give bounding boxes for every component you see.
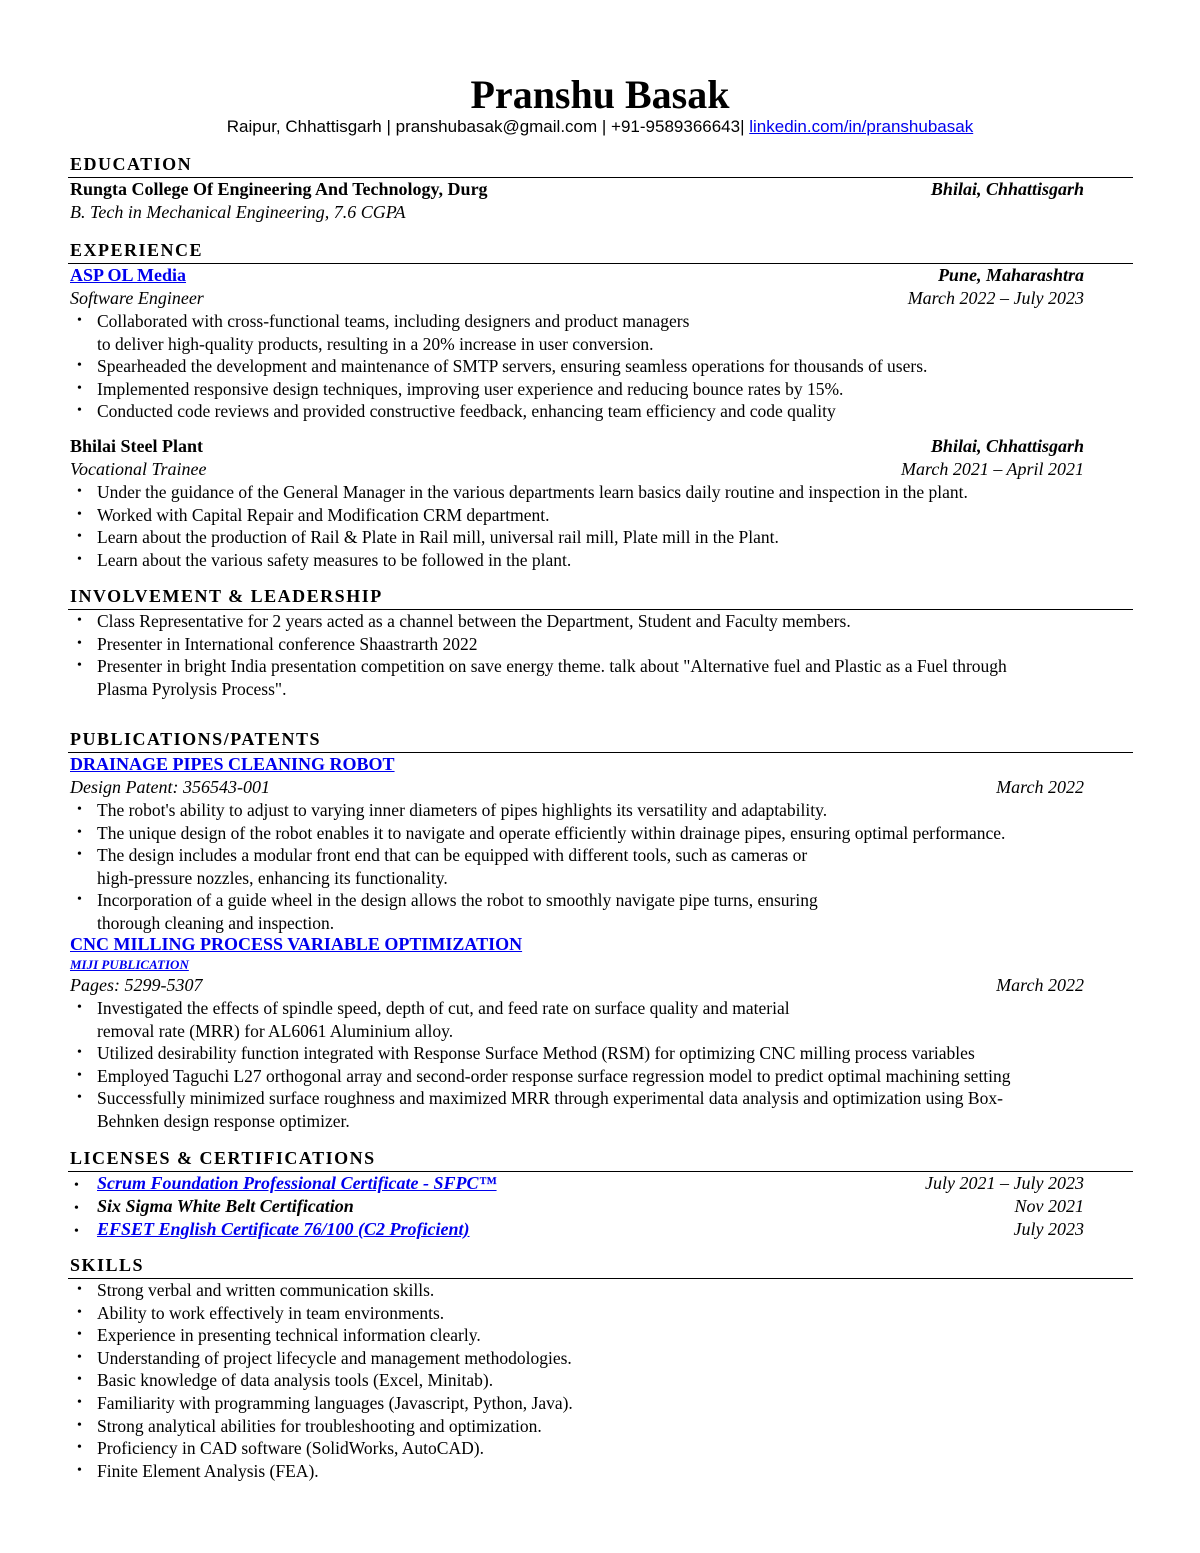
certification-row [70, 1218, 1084, 1241]
list-item: • Successfully minimized surface roughness and maximized MRR through experimental data analysis and optimization using Box- [77, 1088, 1003, 1109]
publication-date: March 2022 [996, 975, 1084, 995]
publication-date: March 2022 [996, 777, 1084, 797]
list-item: • Learn about the production of Rail & Plate in Rail mill, universal rail mill, Plate mill in the Plant. [77, 527, 779, 548]
degree-row [70, 201, 1084, 224]
list-item: • Under the guidance of the General Manager in the various departments learn basics daily routine and inspection in the plant. [77, 482, 968, 502]
job-header [70, 435, 1084, 458]
certification-date: July 2023 [1013, 1219, 1084, 1239]
publication-link[interactable]: CNC MILLING PROCESS VARIABLE OPTIMIZATION [70, 934, 523, 954]
list-item: • Ability to work effectively in team environments. [77, 1302, 445, 1323]
job-dates: March 2021 – April 2021 [901, 459, 1084, 479]
publication-detail-row [70, 974, 1084, 997]
job-role: Vocational Trainee [70, 459, 207, 479]
job-role-row [70, 458, 1084, 481]
school-location: Bhilai, Chhattisgarh [930, 179, 1084, 199]
involvement-heading: INVOLVEMENT & LEADERSHIP [70, 586, 383, 606]
list-item: • The unique design of the robot enables it to navigate and operate efficiently within drainage pipes, ensuring optimal performance. [77, 822, 1006, 843]
publisher-link[interactable]: MIJI PUBLICATION [70, 957, 189, 972]
publication-detail: Design Patent: 356543-001 [70, 777, 270, 797]
certification-row [70, 1195, 1084, 1218]
separator: | [381, 117, 396, 136]
list-item: • Spearheaded the development and maintenance of SMTP servers, ensuring seamless operations for thousands of users. [77, 356, 928, 377]
list-item: • Strong analytical abilities for troubleshooting and optimization. [77, 1415, 542, 1436]
publications-heading: PUBLICATIONS/PATENTS [70, 729, 322, 749]
list-item: • Proficiency in CAD software (SolidWorks, AutoCAD). [77, 1438, 484, 1459]
location-text: Raipur, Chhattisgarh [226, 117, 382, 136]
list-item: removal rate (MRR) for AL6061 Aluminium alloy. [97, 1020, 454, 1041]
candidate-name: Pranshu Basak [470, 72, 730, 117]
certification-name: Six Sigma White Belt Certification [97, 1196, 354, 1216]
job-bullets [74, 481, 1134, 571]
list-item: • Implemented responsive design techniques, improving user experience and reducing bounce rates by 15%. [77, 378, 844, 399]
certification-link[interactable]: Scrum Foundation Professional Certificate - SFPC™ [97, 1173, 497, 1193]
list-item: • Finite Element Analysis (FEA). [77, 1460, 319, 1481]
certifications-heading: LICENSES & CERTIFICATIONS [70, 1148, 376, 1168]
involvement-bullets [74, 610, 1134, 700]
company-link[interactable]: ASP OL Media [70, 265, 187, 285]
education-heading: EDUCATION [70, 154, 193, 174]
job-bullets [74, 310, 1134, 423]
publication-bullets [74, 799, 1134, 935]
list-item: • Class Representative for 2 years acted as a channel between the Department, Student and Faculty members. [77, 611, 851, 631]
certification-link[interactable]: EFSET English Certificate 76/100 (C2 Proficient) [97, 1219, 470, 1239]
list-item: • Incorporation of a guide wheel in the design allows the robot to smoothly navigate pipe turns, ensuring [77, 890, 818, 911]
publication-detail-row [70, 776, 1084, 799]
list-item: • The design includes a modular front end that can be equipped with different tools, such as cameras or [77, 845, 808, 866]
list-item: • Strong verbal and written communication skills. [77, 1280, 435, 1300]
phone-text: +91-9589366643 [611, 117, 741, 136]
certification-date: Nov 2021 [1014, 1196, 1084, 1216]
linkedin-link[interactable]: linkedin.com/in/pranshubasak [749, 117, 974, 136]
job-location: Bhilai, Chhattisgarh [930, 436, 1084, 456]
company-name: Bhilai Steel Plant [70, 436, 204, 456]
job-role-row [70, 287, 1084, 310]
separator: | [597, 117, 612, 136]
certification-date: July 2021 – July 2023 [925, 1173, 1084, 1193]
list-item: thorough cleaning and inspection. [97, 912, 335, 933]
education-row [70, 178, 1084, 201]
publication-bullets [74, 997, 1134, 1133]
publication-title-row [70, 753, 1084, 776]
list-item: • Learn about the various safety measures to be followed in the plant. [77, 549, 572, 570]
list-item: to deliver high-quality products, resulting in a 20% increase in user conversion. [97, 333, 654, 354]
list-item: high-pressure nozzles, enhancing its functionality. [97, 867, 448, 888]
list-item: • Employed Taguchi L27 orthogonal array and second-order response surface regression model to predict optimal machining setting [77, 1065, 1011, 1086]
publication-link[interactable]: DRAINAGE PIPES CLEANING ROBOT [70, 754, 395, 774]
job-dates: March 2022 – July 2023 [907, 288, 1084, 308]
job-role: Software Engineer [70, 288, 204, 308]
list-item: • Investigated the effects of spindle speed, depth of cut, and feed rate on surface quality and material [77, 998, 790, 1018]
publication-detail: Pages: 5299-5307 [70, 975, 203, 995]
list-item: • Utilized desirability function integrated with Response Surface Method (RSM) for optimizing CNC milling process variables [77, 1043, 975, 1064]
certification-row [70, 1172, 1084, 1195]
list-item: • The robot's ability to adjust to varying inner diameters of pipes highlights its versatility and adaptability. [77, 800, 828, 820]
bullet: • [74, 1178, 79, 1193]
bullet: • [74, 1224, 79, 1239]
experience-heading: EXPERIENCE [70, 240, 204, 260]
list-item: • Familiarity with programming languages (Javascript, Python, Java). [77, 1392, 573, 1413]
publication-title-row [70, 933, 1084, 956]
email-text[interactable]: pranshubasak@gmail.com [395, 117, 598, 136]
list-item: • Conducted code reviews and provided constructive feedback, enhancing team efficiency and code quality [77, 401, 836, 422]
list-item: Behnken design response optimizer. [97, 1110, 350, 1131]
skills-heading: SKILLS [70, 1255, 145, 1275]
job-header [70, 264, 1084, 287]
list-item: • Understanding of project lifecycle and management methodologies. [77, 1347, 572, 1368]
list-item: • Basic knowledge of data analysis tools (Excel, Minitab). [77, 1370, 494, 1391]
bullet: • [74, 1201, 79, 1216]
list-item: • Presenter in bright India presentation competition on save energy theme. talk about "Alternative fuel and Plastic as a Fuel through [77, 656, 1007, 677]
degree-text: B. Tech in Mechanical Engineering, 7.6 CGPA [70, 202, 406, 222]
list-item: Plasma Pyrolysis Process". [97, 678, 287, 699]
list-item: • Presenter in International conference Shaastrarth 2022 [77, 633, 478, 654]
skills-bullets [74, 1279, 1134, 1482]
list-item: • Experience in presenting technical information clearly. [77, 1325, 481, 1346]
job-location: Pune, Maharashtra [937, 265, 1084, 285]
contact-line [0, 116, 1200, 138]
school-name: Rungta College Of Engineering And Technology, Durg [70, 179, 488, 199]
separator: | [740, 117, 750, 136]
list-item: • Collaborated with cross-functional teams, including designers and product managers [77, 311, 690, 331]
list-item: • Worked with Capital Repair and Modification CRM department. [77, 504, 550, 525]
